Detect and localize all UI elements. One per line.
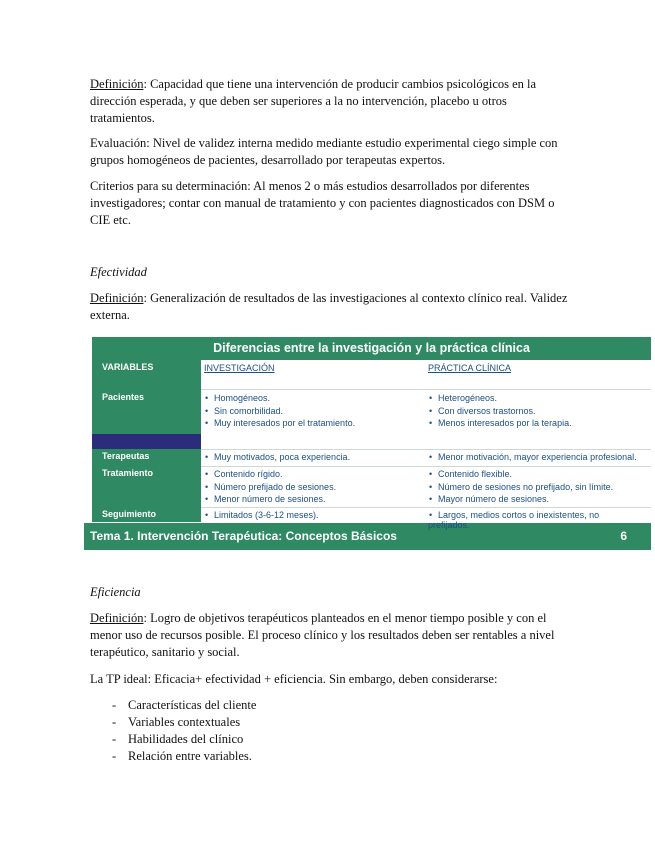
efectividad-definition-text: : Generalización de resultados de las investigaciones al contexto clínico real. Validez externa.	[90, 291, 568, 322]
considerations-list	[90, 697, 256, 765]
slide-row-divider	[201, 449, 651, 450]
slide-terapeutas-investigacion	[204, 451, 350, 464]
slide-pacientes-investigacion	[204, 392, 355, 430]
eficacia-definition	[90, 76, 570, 127]
list-item: • Muy interesados por el tratamiento.	[204, 417, 355, 430]
list-item: • Con diversos trastornos.	[428, 405, 572, 418]
slide-row-seguimiento-label: Seguimiento	[102, 509, 157, 519]
eficiencia-definition	[90, 610, 570, 661]
eficiencia-definition-label: Definición	[90, 611, 144, 625]
efectividad-heading: Efectividad	[90, 265, 147, 279]
eficiencia-definition-text: : Logro de objetivos terapéuticos planteados en el menor tiempo posible y con el menor uso de recursos posible. El proceso clínico y los resultados deben ser rentables a nivel terapéutico, sanitario y social.	[90, 611, 555, 659]
list-item: • Menor número de sesiones.	[204, 493, 336, 506]
slide-pacientes-practica	[428, 392, 572, 430]
slide-image	[92, 337, 651, 550]
slide-navy-band	[92, 434, 201, 449]
slide-row-terapeutas-label: Terapeutas	[102, 451, 150, 461]
list-item: • Menos interesados por la terapia.	[428, 417, 572, 430]
slide-seguimiento-investigacion	[204, 509, 319, 522]
list-item: • Contenido flexible.	[428, 468, 613, 481]
slide-col-variables: VARIABLES	[102, 362, 154, 372]
slide-overflow-text: prefijados.	[428, 520, 470, 530]
slide-terapeutas-practica	[428, 451, 637, 464]
list-item: - Habilidades del clínico	[90, 731, 256, 748]
eficacia-criteria: Criterios para su determinación: Al menos 2 o más estudios desarrollados por diferentes investigadores; contar con manual de tratamiento y con pacientes diagnosticados con DSM o CIE etc.	[90, 179, 555, 227]
list-item: - Relación entre variables.	[90, 748, 256, 765]
eficacia-evaluation: Evaluación: Nivel de validez interna medido mediante estudio experimental ciego simple con grupos homogéneos de pacientes, desarrollado por terapeutas expertos.	[90, 136, 558, 167]
slide-page-number: 6	[620, 529, 627, 543]
list-item: • Menor motivación, mayor experiencia profesional.	[428, 451, 637, 464]
list-item: • Contenido rígido.	[204, 468, 336, 481]
tp-ideal-text: La TP ideal: Eficacia+ efectividad + eficiencia. Sin embargo, deben considerarse:	[90, 672, 498, 686]
slide-tratamiento-investigacion	[204, 468, 336, 506]
efectividad-definition-label: Definición	[90, 291, 144, 305]
slide-row-tratamiento-label: Tratamiento	[102, 468, 154, 478]
slide-row-divider	[201, 466, 651, 467]
slide-row-pacientes-label: Pacientes	[102, 392, 145, 402]
slide-row-divider	[201, 507, 651, 508]
slide-col-practica: PRÁCTICA CLÍNICA	[428, 363, 512, 373]
list-item: • Largos, medios cortos o inexistentes, no	[428, 509, 599, 522]
list-item: • Limitados (3-6-12 meses).	[204, 509, 319, 522]
slide-tratamiento-practica	[428, 468, 613, 506]
eficacia-definition-label: Definición	[90, 77, 144, 91]
list-item: • Número de sesiones no prefijado, sin límite.	[428, 481, 613, 494]
slide-title: Diferencias entre la investigación y la práctica clínica	[92, 337, 651, 360]
list-item: • Heterogéneos.	[428, 392, 572, 405]
eficacia-definition-text: : Capacidad que tiene una intervención de producir cambios psicológicos en la dirección esperada, y que deben ser superiores a la no intervención, placebo u otros tratamientos.	[90, 77, 537, 125]
list-item: • Mayor número de sesiones.	[428, 493, 613, 506]
slide-footer-title: Tema 1. Intervención Terapéutica: Conceptos Básicos	[90, 529, 397, 543]
efectividad-definition	[90, 290, 570, 324]
slide-row-divider	[201, 389, 651, 390]
list-item: - Variables contextuales	[90, 714, 256, 731]
eficiencia-heading: Eficiencia	[90, 585, 141, 599]
list-item: • Homogéneos.	[204, 392, 355, 405]
list-item: • Muy motivados, poca experiencia.	[204, 451, 350, 464]
list-item: • Número prefijado de sesiones.	[204, 481, 336, 494]
slide-col-investigacion: INVESTIGACIÓN	[204, 363, 275, 373]
list-item: - Características del cliente	[90, 697, 256, 714]
list-item: • Sin comorbilidad.	[204, 405, 355, 418]
slide-footer	[84, 523, 651, 550]
